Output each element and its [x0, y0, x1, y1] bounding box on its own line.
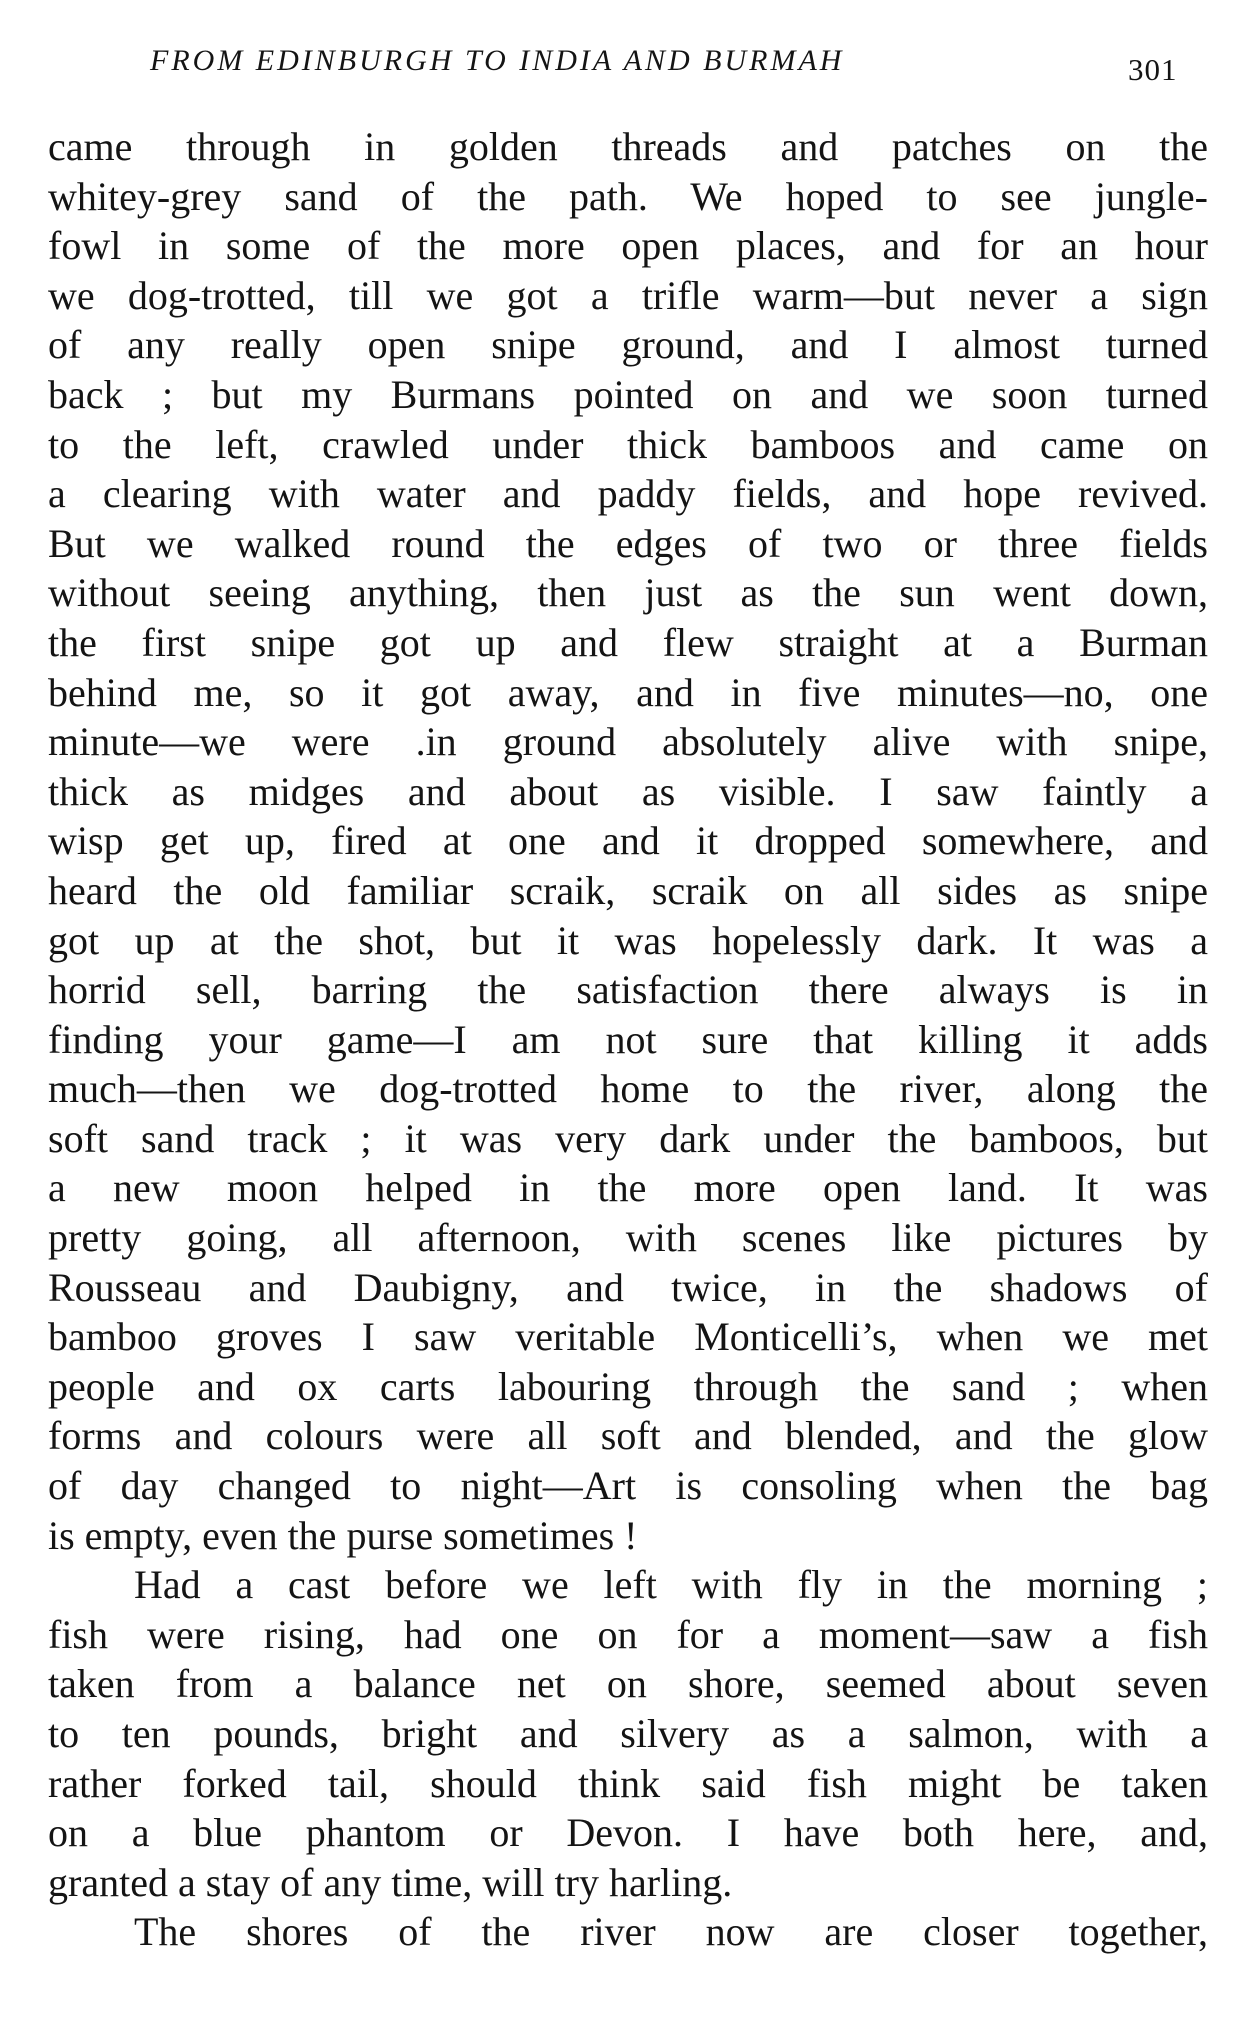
- text-line: Had a cast before we left with fly in the morning ;: [134, 1562, 1208, 1608]
- text-line: to ten pounds, bright and silvery as a salmon, with a: [48, 1711, 1208, 1756]
- text-line: fish were rising, had one on for a moment—saw a fish: [48, 1611, 1208, 1657]
- text-line: much—then we dog-trotted home to the river, along the: [48, 1066, 1208, 1112]
- text-line: people and ox carts labouring through the sand ; when: [48, 1363, 1208, 1409]
- text-line: minute—we were .in ground absolutely alive with snipe,: [48, 719, 1208, 765]
- text-line: wisp get up, fired at one and it dropped somewhere, and: [48, 818, 1208, 864]
- text-line: fowl in some of the more open places, and for an hour: [48, 223, 1208, 269]
- text-line: of any really open snipe ground, and I almost turned: [48, 322, 1208, 368]
- text-line: rather forked tail, should think said fish might be taken: [48, 1760, 1208, 1806]
- text-line: pretty going, all afternoon, with scenes like pictures by: [48, 1215, 1208, 1261]
- page-number: 301: [1128, 52, 1178, 87]
- text-line: back ; but my Burmans pointed on and we soon turned: [48, 371, 1208, 417]
- text-line: granted a stay of any time, will try harling.: [48, 1859, 733, 1905]
- text-line: soft sand track ; it was very dark under the bamboos, but: [48, 1115, 1208, 1161]
- text-line: thick as midges and about as visible. I saw faintly a: [48, 768, 1208, 814]
- text-line: heard the old familiar scraik, scraik on all sides as snipe: [48, 867, 1208, 913]
- text-line: to the left, crawled under thick bamboos and came on: [48, 421, 1208, 467]
- text-line: a new moon helped in the more open land. It was: [48, 1165, 1208, 1211]
- text-line: the first snipe got up and flew straight at a Burman: [48, 619, 1208, 665]
- text-line: came through in golden threads and patches on the: [48, 124, 1208, 169]
- text-line: got up at the shot, but it was hopelessly dark. It was a: [48, 917, 1208, 963]
- text-line: The shores of the river now are closer together,: [134, 1909, 1208, 1955]
- text-line: of day changed to night—Art is consoling when the bag: [48, 1463, 1208, 1509]
- text-line: whitey-grey sand of the path. We hoped to see jungle-: [48, 173, 1208, 219]
- text-line: a clearing with water and paddy fields, and hope revived.: [48, 471, 1208, 517]
- body-text: [48, 122, 1208, 1957]
- text-line: behind me, so it got away, and in five minutes—no, one: [48, 669, 1208, 715]
- text-line: without seeing anything, then just as the sun went down,: [48, 570, 1208, 616]
- text-line: bamboo groves I saw veritable Monticelli’s, when we met: [48, 1314, 1208, 1360]
- text-line: Rousseau and Daubigny, and twice, in the shadows of: [48, 1264, 1208, 1310]
- running-head: FROM EDINBURGH TO INDIA AND BURMAH: [150, 44, 845, 77]
- text-line: we dog-trotted, till we got a trifle warm—but never a sign: [48, 272, 1208, 318]
- text-line: finding your game—I am not sure that killing it adds: [48, 1016, 1208, 1062]
- text-line: But we walked round the edges of two or three fields: [48, 520, 1208, 566]
- text-line: horrid sell, barring the satisfaction there always is in: [48, 967, 1208, 1013]
- text-line: forms and colours were all soft and blended, and the glow: [48, 1413, 1208, 1459]
- text-line: on a blue phantom or Devon. I have both here, and,: [48, 1810, 1208, 1856]
- text-line: taken from a balance net on shore, seemed about seven: [48, 1661, 1208, 1707]
- text-line: is empty, even the purse sometimes !: [48, 1512, 638, 1558]
